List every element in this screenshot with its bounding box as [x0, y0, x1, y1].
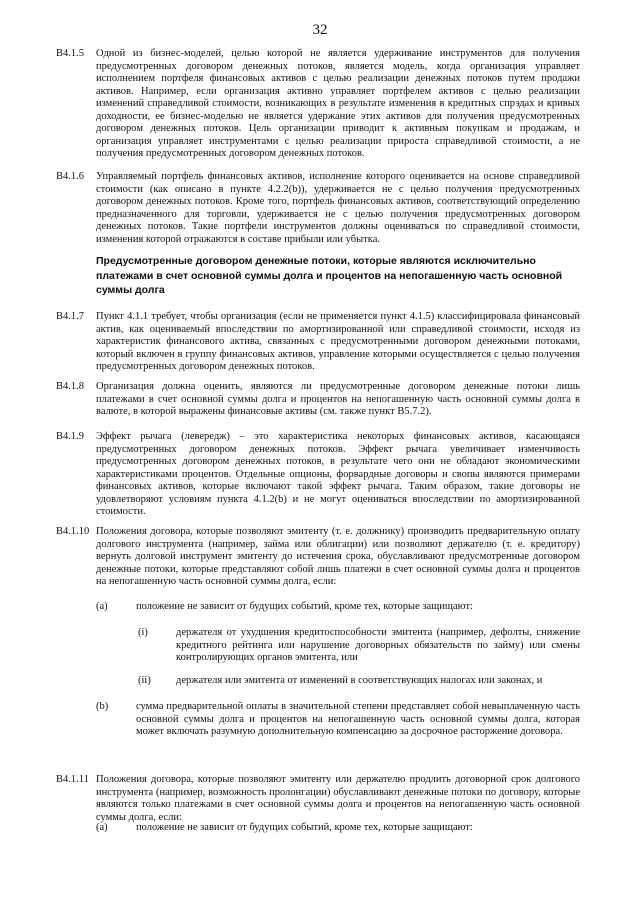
- page-number: 32: [312, 22, 328, 38]
- list-text: держателя от ухудшения кредитоспособности эмитента (например, дефолты, снижение кредитного рейтинга или нарушение договорных обязательств по займу) или смены контролирующих органов эмитента, или: [176, 627, 580, 663]
- list-item-a-second: [96, 822, 580, 835]
- paragraph-number: B4.1.11: [56, 774, 89, 785]
- paragraph-number: B4.1.5: [56, 48, 85, 59]
- list-text: держателя или эмитента от изменений в соответствующих налогах или законах, и: [176, 675, 543, 686]
- paragraph-b4-1-11: [56, 774, 580, 824]
- section-heading: Предусмотренные договором денежные потоки, которые являются исключительно платежами в счет основной суммы долга и процентов на непогашенную часть основной суммы долга: [96, 255, 563, 296]
- paragraph-text: Управляемый портфель финансовых активов, исполнение которого оценивается на основе справедливой стоимости (как описано в пункте 4.2.2(b)), удерживается не с целью получения предусмотренных договором денежных потоков. Кроме того, портфель финансовых активов, соответствующий определению предназначенного для торговли, удерживается не с целью получения предусмотренных договором денежных потоков. Такие портфели инструментов должны оцениваться по справедливой стоимости, изменения которой отражаются в составе прибыли или убытка.: [96, 171, 580, 245]
- paragraph-b4-1-7: [56, 311, 580, 374]
- paragraph-text: Эффект рычага (левередж) – это характеристика некоторых финансовых активов, касающаяся предусмотренных договором денежных потоков. Эффект рычага увеличивает изменчивость предусмотренных договором денежных потоков, в результате чего они не обладают экономическими характеристиками процентов. Отдельные опционы, форвардные договоры и свопы являются примерами финансовых активов, которые включают такой эффект рычага. Таким образом, такие договоры не удовлетворяют условиям пункта 4.1.2(b) и не могут оцениваться впоследствии по амортизированной стоимости.: [96, 431, 580, 517]
- paragraph-b4-1-6: [56, 171, 580, 246]
- list-label: (i): [138, 627, 148, 638]
- list-label: (b): [96, 701, 109, 712]
- list-label: (a): [96, 601, 108, 612]
- paragraph-b4-1-5: [56, 48, 580, 161]
- paragraph-number: B4.1.7: [56, 311, 85, 322]
- list-label: (a): [96, 822, 108, 833]
- paragraph-number: B4.1.10: [56, 526, 90, 537]
- paragraph-b4-1-10: [56, 526, 580, 589]
- list-text: положение не зависит от будущих событий, кроме тех, которые защищают:: [136, 601, 473, 612]
- paragraph-text: Одной из бизнес-моделей, целью которой не является удерживание инструментов для получения предусмотренных договором денежных потоков, является модель, когда организация управляет исполнением портфеля финансовых активов с целью реализации денежных потоков путем продажи активов. Например, если организация активно управляет портфелем активов с целью реализации изменений справедливой стоимости, возникающих в результате изменения в кредитных спрэдах и кривых доходности, ее бизнес-моделью не является удержание этих активов для получения предусмотренных договором денежных потоков. Цель организации приводит к активным покупкам и продажам, и организация управляет инструментами с целью реализации прироста справедливой стоимости, а не получения предусмотренных договором денежных потоков.: [96, 48, 580, 159]
- paragraph-text: Положения договора, которые позволяют эмитенту или держателю продлить договорной срок долгового инструмента (например, возможность пролонгации) обуславливают денежные потоки по договору, которые являются только платежами в счет основной суммы долга и процентов на непогашенную часть основной суммы долга, если:: [96, 774, 580, 823]
- paragraph-b4-1-8: [56, 381, 580, 419]
- paragraph-b4-1-9: [56, 431, 580, 519]
- list-item-a: [96, 601, 580, 614]
- list-item-b: [96, 701, 580, 739]
- paragraph-text: Положения договора, которые позволяют эмитенту (т. е. должнику) производить предварительную оплату долгового инструмента (например, займа или облигации) или позволяют держателю (т. е. кредитору) вернуть долговой инструмент эмитенту до истечения срока, обуславливают предусмотренные договором денежные потоки, которые представляют собой лишь платежи в счет основной суммы долга и процентов на непогашенную часть основной суммы долга, если:: [96, 526, 580, 587]
- list-text: положение не зависит от будущих событий, кроме тех, которые защищают:: [136, 822, 473, 833]
- paragraph-number: B4.1.6: [56, 171, 85, 182]
- list-text: сумма предварительной оплаты в значительной степени представляет собой невыплаченную часть основной суммы долга и процентов на непогашенную часть основной суммы долга, которая может включать разумную дополнительную компенсацию за досрочное расторжение договора.: [136, 701, 580, 737]
- paragraph-text: Пункт 4.1.1 требует, чтобы организация (если не применяется пункт 4.1.5) классифицировала финансовый актив, как оцениваемый впоследствии по амортизированной или справедливой стоимости, исходя из характеристик финансового актива, связанных с предусмотренными договором денежными потоками, который включен в группу финансовых активов, управление которыми осуществляется с целью получения предусмотренных договором денежных потоков.: [96, 311, 580, 372]
- paragraph-text: Организация должна оценить, являются ли предусмотренные договором денежные потоки лишь платежами в счет основной суммы долга и процентов на непогашенную часть основной суммы долга в валюте, в которой выражены финансовые активы (см. также пункт B5.7.2).: [96, 381, 580, 417]
- list-item-ii: [138, 675, 580, 688]
- paragraph-number: B4.1.8: [56, 381, 85, 392]
- list-item-i: [138, 627, 580, 665]
- paragraph-number: B4.1.9: [56, 431, 85, 442]
- list-label: (ii): [138, 675, 151, 686]
